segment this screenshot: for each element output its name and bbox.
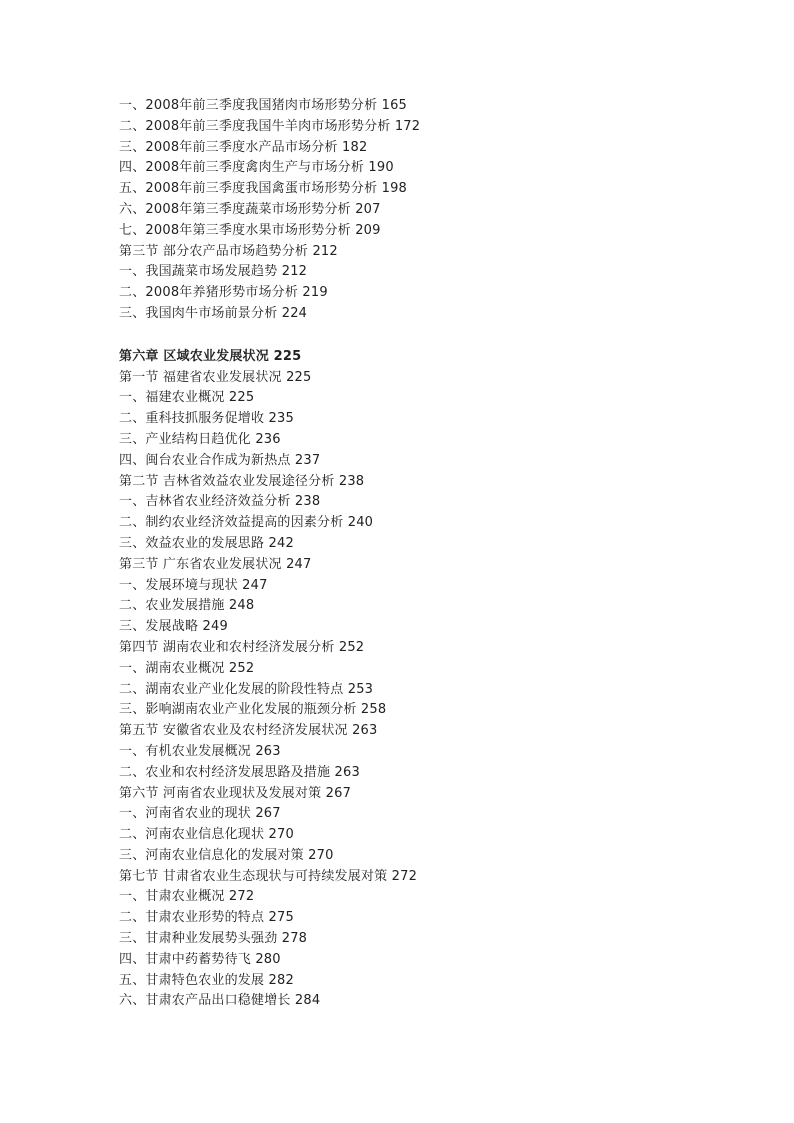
toc-entry: 一、吉林省农业经济效益分析 238 <box>119 494 321 510</box>
toc-section-heading: 第六节 河南省农业现状及发展对策 267 <box>119 785 352 801</box>
toc-entry: 六、2008年第三季度蔬菜市场形势分析 207 <box>119 201 381 217</box>
toc-entry: 二、制约农业经济效益提高的因素分析 240 <box>119 515 374 531</box>
toc-entry: 一、甘肃农业概况 272 <box>119 889 255 905</box>
toc-section-heading: 第一节 福建省农业发展状况 225 <box>119 369 312 385</box>
toc-entry: 七、2008年第三季度水果市场形势分析 209 <box>119 222 381 238</box>
toc-entry: 三、河南农业信息化的发展对策 270 <box>119 847 334 863</box>
toc-entry: 三、发展战略 249 <box>119 619 228 635</box>
toc-entry: 五、2008年前三季度我国禽蛋市场形势分析 198 <box>119 181 408 197</box>
toc-section-heading: 第七节 甘肃省农业生态现状与可持续发展对策 272 <box>119 868 418 884</box>
toc-entry: 三、效益农业的发展思路 242 <box>119 535 294 551</box>
toc-chapter-heading: 第六章 区域农业发展状况 225 <box>119 348 302 364</box>
toc-entry: 三、影响湖南农业产业化发展的瓶颈分析 258 <box>119 702 387 718</box>
toc-entry: 二、2008年前三季度我国牛羊肉市场形势分析 172 <box>119 118 421 134</box>
toc-entry: 四、2008年前三季度禽肉生产与市场分析 190 <box>119 160 394 176</box>
toc-entry: 一、湖南农业概况 252 <box>119 660 255 676</box>
toc-section-heading: 第五节 安徽省农业及农村经济发展状况 263 <box>119 723 378 739</box>
toc-entry: 三、甘肃种业发展势头强劲 278 <box>119 931 308 947</box>
toc-entry: 五、甘肃特色农业的发展 282 <box>119 972 294 988</box>
toc-block-market <box>119 96 739 325</box>
toc-entry: 一、发展环境与现状 247 <box>119 577 268 593</box>
toc-entry: 三、产业结构日趋优化 236 <box>119 431 281 447</box>
toc-entry: 三、我国肉牛市场前景分析 224 <box>119 305 308 321</box>
toc-section-heading: 第二节 吉林省效益农业发展途径分析 238 <box>119 473 365 489</box>
toc-entry: 二、湖南农业产业化发展的阶段性特点 253 <box>119 681 374 697</box>
toc-entry: 四、闽台农业合作成为新热点 237 <box>119 452 321 468</box>
toc-entry: 一、2008年前三季度我国猪肉市场形势分析 165 <box>119 98 408 113</box>
toc-entry: 六、甘肃农产品出口稳健增长 284 <box>119 993 321 1009</box>
toc-entry: 二、重科技抓服务促增收 235 <box>119 411 294 427</box>
toc-section-heading: 第三节 广东省农业发展状况 247 <box>119 556 312 572</box>
toc-block-regional <box>119 368 739 1013</box>
toc-section-heading: 第三节 部分农产品市场趋势分析 212 <box>119 243 338 259</box>
toc-entry: 二、农业和农村经济发展思路及措施 263 <box>119 764 360 780</box>
toc-entry: 一、有机农业发展概况 263 <box>119 743 281 759</box>
toc-entry: 三、2008年前三季度水产品市场分析 182 <box>119 139 368 155</box>
toc-entry: 二、甘肃农业形势的特点 275 <box>119 910 294 926</box>
toc-entry: 二、农业发展措施 248 <box>119 598 255 614</box>
table-of-contents <box>119 96 739 1012</box>
toc-entry: 四、甘肃中药蓄势待飞 280 <box>119 951 281 967</box>
toc-entry: 一、我国蔬菜市场发展趋势 212 <box>119 264 308 280</box>
toc-entry: 一、河南省农业的现状 267 <box>119 806 281 822</box>
toc-entry: 一、福建农业概况 225 <box>119 390 255 406</box>
toc-entry: 二、2008年养猪形势市场分析 219 <box>119 285 328 301</box>
toc-entry: 二、河南农业信息化现状 270 <box>119 827 294 843</box>
toc-section-heading: 第四节 湖南农业和农村经济发展分析 252 <box>119 639 365 655</box>
